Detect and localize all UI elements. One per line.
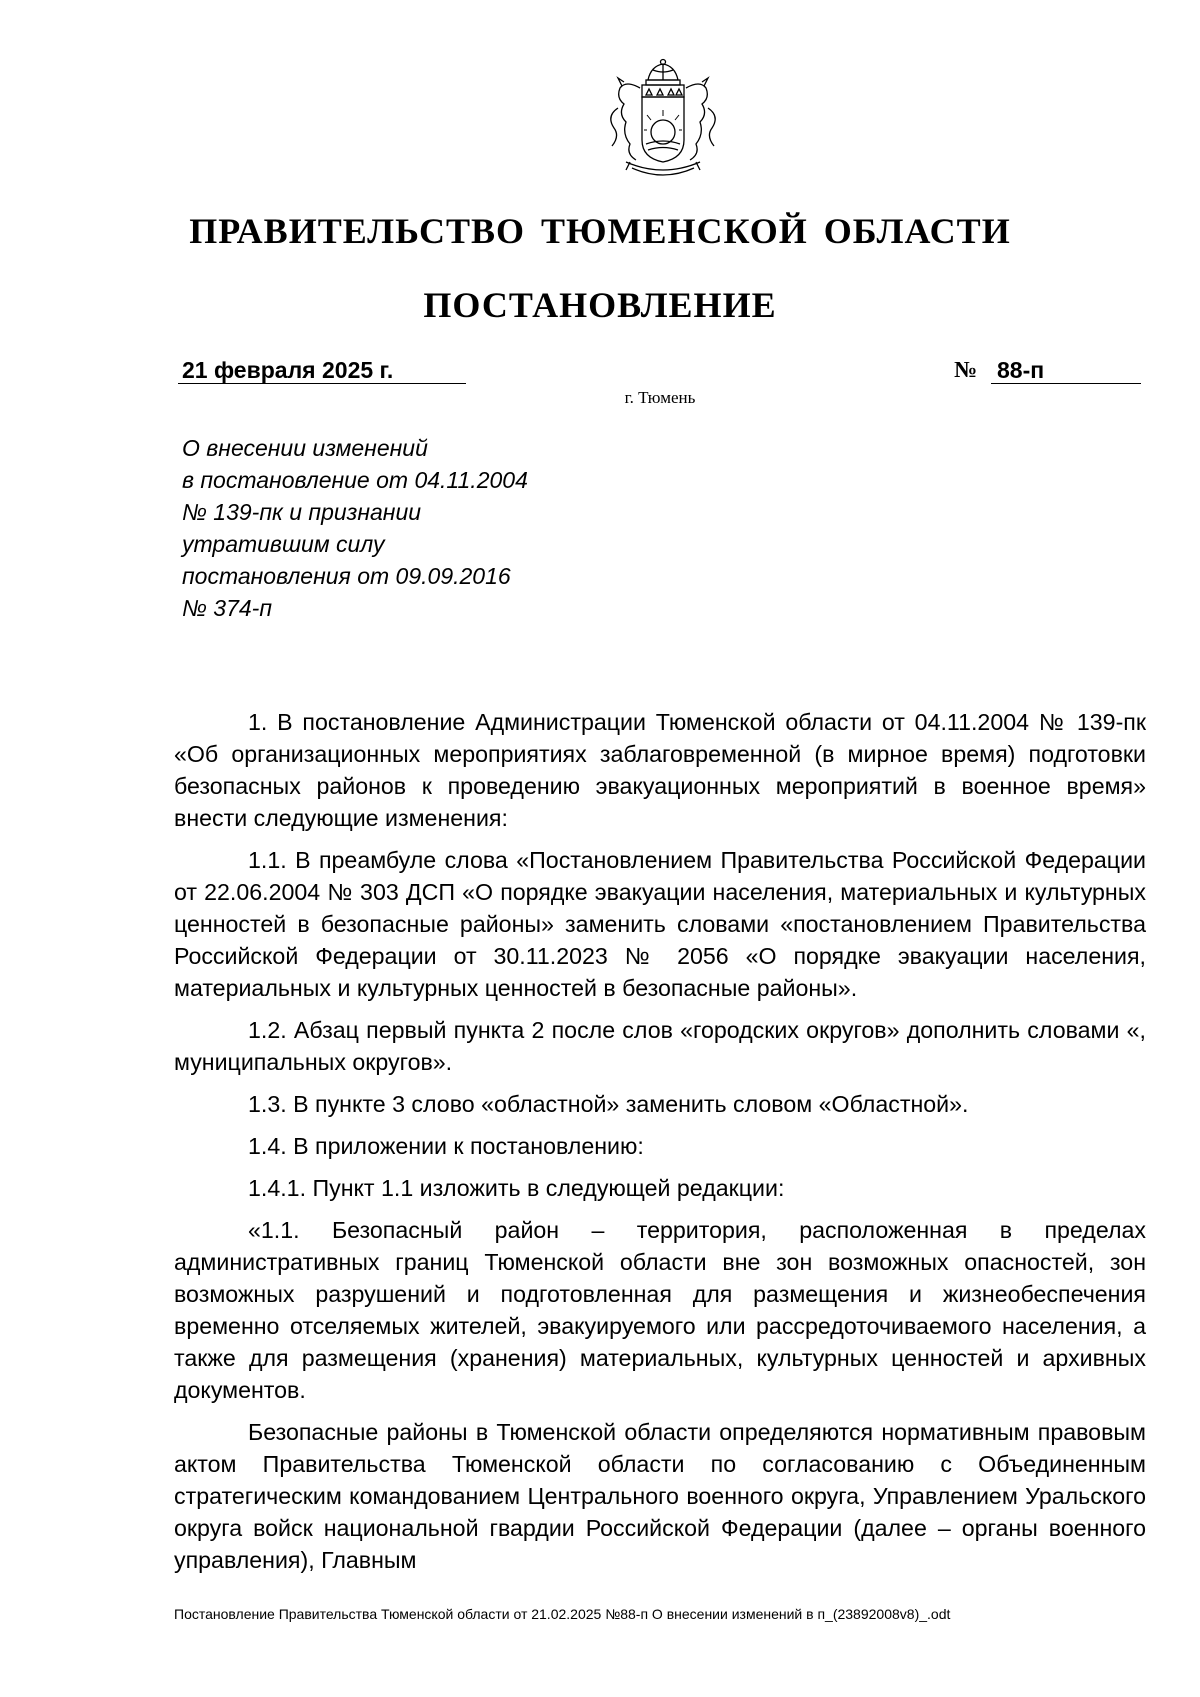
document-subject	[182, 432, 602, 624]
subject-line: постановления от 09.09.2016	[182, 563, 511, 589]
body-paragraph: Безопасные районы в Тюменской области определяются нормативным правовым актом Правительства Тюменской области по согласованию с Объединенным стратегическим командованием Центрального военного округа, Управлением Уральского округа войск национальной гвардии Российской Федерации (далее – органы военного управления), Главным	[174, 1419, 1146, 1573]
document-body	[174, 706, 1146, 1586]
document-date: 21 февраля 2025 г.	[178, 357, 466, 384]
body-paragraph: 1.3. В пункте 3 слово «областной» заменить словом «Областной».	[248, 1091, 969, 1117]
page-footer: Постановление Правительства Тюменской области от 21.02.2025 №88-п О внесении изменений в п_(23892008v8)_.odt	[174, 1606, 951, 1622]
subject-line: в постановление от 04.11.2004	[182, 467, 528, 493]
government-title: ПРАВИТЕЛЬСТВО ТЮМЕНСКОЙ ОБЛАСТИ	[189, 211, 1011, 251]
body-paragraph: 1.2. Абзац первый пункта 2 после слов «городских округов» дополнить словами «, муниципальных округов».	[174, 1017, 1146, 1075]
body-paragraph: 1. В постановление Администрации Тюменской области от 04.11.2004 № 139-пк «Об организационных мероприятиях заблаговременной (в мирное время) подготовки безопасных районов к проведению эвакуационных мероприятий в военное время» внести следующие изменения:	[174, 709, 1146, 831]
coat-of-arms-emblem	[596, 58, 730, 184]
body-paragraph: 1.1. В преамбуле слова «Постановлением Правительства Российской Федерации от 22.06.2004 № 303 ДСП «О порядке эвакуации населения, материальных и культурных ценностей в безопасные районы» заменить словами «постановлением Правительства Российской Федерации от 30.11.2023 № 2056 «О порядке эвакуации населения, материальных и культурных ценностей в безопасные районы».	[174, 847, 1146, 1001]
subject-line: О внесении изменений	[182, 435, 428, 461]
document-number: 88-п	[991, 357, 1141, 384]
number-sign: №	[954, 357, 978, 382]
body-paragraph: «1.1. Безопасный район – территория, расположенная в пределах административных границ Тюменской области вне зон возможных опасностей, зон возможных разрушений и подготовленная для размещения и жизнеобеспечения временно отселяемых жителей, эвакуируемого или рассредоточиваемого населения, а также для размещения (хранения) материальных, культурных ценностей и архивных документов.	[174, 1217, 1146, 1403]
body-paragraph: 1.4.1. Пункт 1.1 изложить в следующей редакции:	[248, 1175, 785, 1201]
body-paragraph: 1.4. В приложении к постановлению:	[248, 1133, 644, 1159]
subject-line: № 374-п	[182, 595, 272, 621]
city-label: г. Тюмень	[624, 388, 696, 407]
document-type: ПОСТАНОВЛЕНИЕ	[423, 285, 777, 325]
subject-line: утратившим силу	[182, 531, 385, 557]
subject-line: № 139-пк и признании	[182, 499, 422, 525]
